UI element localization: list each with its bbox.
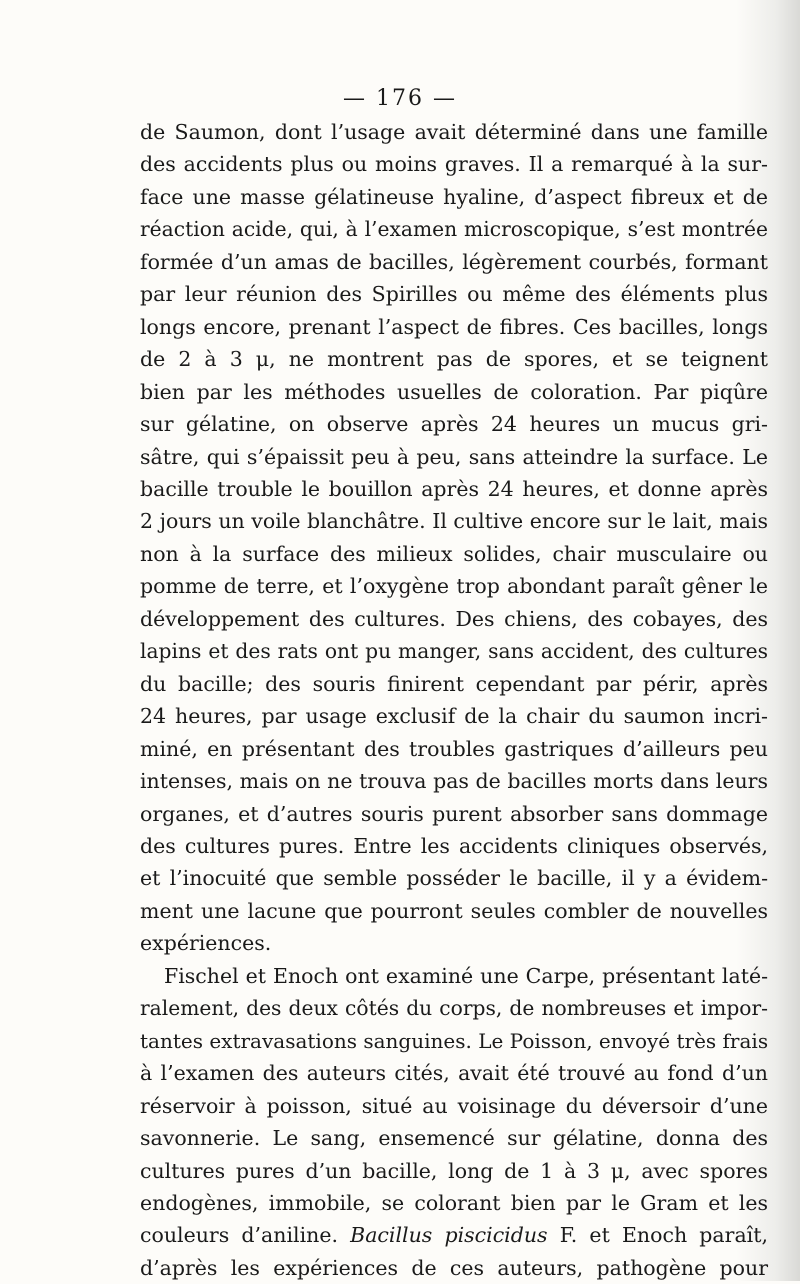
text-line: et l’inocuité que semble posséder le bacille, il y a évidem- [140, 866, 768, 891]
text-line: réaction acide, qui, à l’examen microscopique, s’est montrée [140, 217, 768, 242]
page-number: — 176 — [343, 86, 457, 111]
text-line: des cultures pures. Entre les accidents cliniques observés, [140, 833, 768, 858]
text-line: du bacille; des souris finirent cependant par périr, après [140, 671, 768, 696]
paragraph-start-line: Fischel et Enoch ont examiné une Carpe, présentant laté- [164, 963, 768, 988]
text-line: non à la surface des milieux solides, chair musculaire ou [140, 541, 768, 566]
text-line: ralement, des deux côtés du corps, de nombreuses et impor- [140, 996, 768, 1021]
text-line: intenses, mais on ne trouva pas de bacilles morts dans leurs [140, 769, 768, 794]
text-line: bacille trouble le bouillon après 24 heures, et donne après [140, 476, 768, 501]
text-line: par leur réunion des Spirilles ou même des éléments plus [140, 282, 768, 307]
text-line: organes, et d’autres souris purent absorber sans dommage [140, 801, 768, 826]
species-name: Bacillus piscicidus [350, 1223, 548, 1248]
text-line: à l’examen des auteurs cités, avait été trouvé au fond d’un [140, 1061, 768, 1086]
text-line: endogènes, immobile, se colorant bien par le Gram et les [140, 1190, 768, 1215]
text-line: des accidents plus ou moins graves. Il a remarqué à la sur- [140, 152, 768, 177]
body-text [140, 116, 768, 1284]
text-line: réservoir à poisson, situé au voisinage du déversoir d’une [140, 1093, 768, 1118]
text-fragment: F. et Enoch paraît, [559, 1223, 768, 1248]
text-line-with-species [140, 1219, 768, 1251]
text-fragment: couleurs d’aniline. [140, 1223, 338, 1248]
text-line: savonnerie. Le sang, ensemencé sur gélatine, donna des [140, 1126, 768, 1151]
text-line: sur gélatine, on observe après 24 heures un mucus gri- [140, 412, 768, 437]
text-line: formée d’un amas de bacilles, légèrement courbés, formant [140, 249, 768, 274]
text-line: 2 jours un voile blanchâtre. Il cultive encore sur le lait, mais [140, 509, 768, 534]
text-line: d’après les expériences de ces auteurs, pathogène pour [140, 1255, 768, 1280]
text-line: 24 heures, par usage exclusif de la chair du saumon incri- [140, 704, 768, 729]
text-line: développement des cultures. Des chiens, des cobayes, des [140, 606, 768, 631]
text-line: de Saumon, dont l’usage avait déterminé dans une famille [140, 120, 768, 144]
text-line: lapins et des rats ont pu manger, sans accident, des cultures [140, 639, 768, 664]
text-line: miné, en présentant des troubles gastriques d’ailleurs peu [140, 736, 768, 761]
text-line: longs encore, prenant l’aspect de fibres. Ces bacilles, longs [140, 314, 768, 339]
text-line: face une masse gélatineuse hyaline, d’aspect fibreux et de [140, 184, 768, 209]
text-line: bien par les méthodes usuelles de coloration. Par piqûre [140, 379, 768, 404]
text-line: ment une lacune que pourront seules combler de nouvelles [140, 898, 768, 923]
text-line: sâtre, qui s’épaissit peu à peu, sans atteindre la surface. Le [140, 444, 768, 469]
text-line: de 2 à 3 μ, ne montrent pas de spores, et se teignent [140, 347, 768, 372]
text-line: pomme de terre, et l’oxygène trop abondant paraît gêner le [140, 574, 768, 599]
paragraph-end-line: expériences. [140, 931, 272, 956]
text-line: tantes extravasations sanguines. Le Poisson, envoyé très frais [140, 1028, 769, 1053]
text-line: cultures pures d’un bacille, long de 1 à 3 μ, avec spores [140, 1158, 768, 1183]
